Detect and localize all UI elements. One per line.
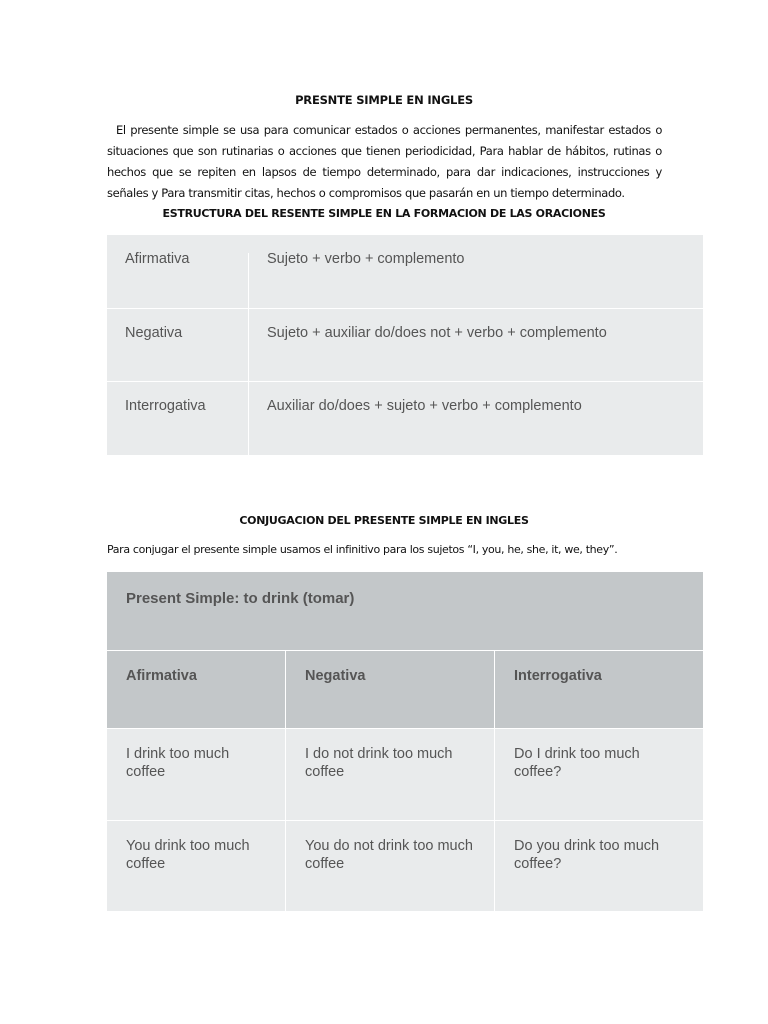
table-cell: I drink too much coffee [126,746,230,780]
column-divider [494,651,495,728]
table-cell: I do not drink too much coffee [305,746,453,780]
column-header: Interrogativa [514,668,602,684]
conjugation-table [107,572,703,911]
column-header: Afirmativa [126,668,197,684]
sentence-type-label: Negativa [125,325,183,341]
sentence-type-label: Afirmativa [125,251,190,267]
structure-row [107,308,703,382]
column-divider [285,821,286,911]
column-divider [285,729,286,820]
table-cell: Do I drink too much coffee? [514,746,640,780]
intro-paragraph: El presente simple se usa para comunicar estados o acciones permanentes, manifestar estados o situaciones que son rutinarias o acciones que tienen periodicidad, Para hablar de hábitos, rutinas o hechos que se repiten en lapsos de tiempo determinado, para dar indicaciones, instrucciones y señales y Para transmitir citas, hechos o compromisos que pasarán en un tiempo determinado. [107,123,662,200]
sentence-formula: Sujeto + verbo + complemento [267,251,465,267]
structure-table [107,235,703,455]
conjugation-table-title-row [107,572,703,650]
table-cell: You do not drink too much coffee [305,838,473,872]
column-divider [494,729,495,820]
column-divider [494,821,495,911]
table-cell: Do you drink too much coffee? [514,838,660,872]
structure-row [107,381,703,455]
table-cell: You drink too much coffee [126,838,250,872]
conjugation-table-title: Present Simple: to drink (tomar) [126,590,355,607]
sentence-formula: Sujeto + auxiliar do/does not + verbo + complemento [267,325,607,341]
column-header: Negativa [305,668,366,684]
conjugation-heading: CONJUGACION DEL PRESENTE SIMPLE EN INGLES [239,514,529,527]
sentence-formula: Auxiliar do/does + sujeto + verbo + complemento [267,398,582,414]
conjugation-intro: Para conjugar el presente simple usamos el infinitivo para los sujetos “I, you, he, she, it, we, they”. [107,543,618,556]
column-divider [285,651,286,728]
structure-row [107,235,703,308]
structure-heading: ESTRUCTURA DEL RESENTE SIMPLE EN LA FORMACION DE LAS ORACIONES [162,207,606,220]
sentence-type-label: Interrogativa [125,398,206,414]
document-title: PRESNTE SIMPLE EN INGLES [295,93,473,107]
table-row [107,729,703,820]
table-row [107,821,703,911]
column-divider [248,253,249,455]
conjugation-table-header-row [107,651,703,728]
